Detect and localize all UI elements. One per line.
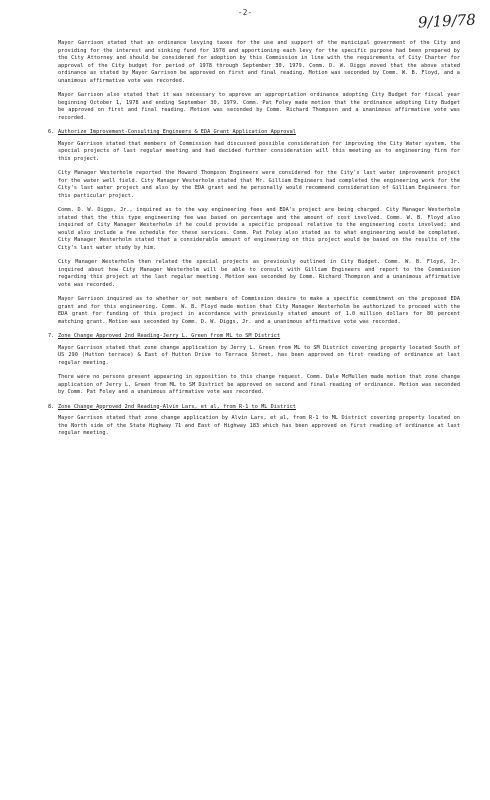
agenda-item-7 bbox=[48, 333, 460, 341]
body-paragraph: Mayor Garrison stated that zone change application by Jerry L. Green from ML to SM District covering property located South of US 290 (Hutton terrace) & East of Hutton Drive to Terrace Street, has been approved on first reading of ordinance at last regular meeting. bbox=[58, 344, 460, 366]
body-paragraph: Comm. D. W. Diggs, Jr., inquired as to the way engineering fees and EDA's project are being charged. City Manager Westerholm stated that the this type engineering fee was based on percentage and the amount of cost involved. Comm. W. B. Floyd also inquired of City Manager Westerholm if he could provide a specific proposal relative to the engineering costs involved; and would also include a fee schedule for these services. Comm. Pat Foley also stated as to what engineering would be completed. City Manager Westerholm stated that a considerable amount of engineering on this project would be based on the results of the City's last water study by him. bbox=[58, 207, 460, 251]
agenda-item-8 bbox=[48, 403, 460, 412]
agenda-item-6 bbox=[48, 129, 460, 137]
item-heading: Zone Change Approved 2nd Reading-Jerry L. Green from ML to SM District bbox=[58, 333, 281, 339]
item-heading: Zone Change Approved 2nd Reading-Alvin Lars, et al, from R-1 to ML District bbox=[58, 403, 296, 410]
body-paragraph: City Manager Westerholm then related the special projects as previously outlined in City Budget. Comm. W. B. Floyd, Jr. inquired about how City Manager Westerholm will be able to consult with Gilliam Engineers and report to the Commission regarding this project at the last regular meeting. Motion was seconded by Comm. Richard Thompson and a unanimous affirmative vote was recorded. bbox=[58, 259, 460, 288]
handwritten-date-stamp: 9/19/78 bbox=[417, 10, 477, 32]
page-number: -2- bbox=[237, 8, 253, 17]
item-heading: Authorize Improvement-Consulting Engineers & EDA Grant Application Approval bbox=[58, 129, 296, 135]
item-number: 7. bbox=[48, 333, 55, 339]
item-number: 6. bbox=[48, 129, 55, 135]
body-paragraph: Mayor Garrison inquired as to whether or not members of Commission desire to make a specific commitment on the proposed EDA grant and for this engineering. Comm. W. B. Floyd made motion that City Manager Westerholm be authorized to proceed with the EDA grant for funding of this project in accordance with previously stated amount of 1.0 million dollars for 80 percent matching grant. Motion was seconded by Comm. D. W. Diggs, Jr. and a unanimous affirmative vote was recorded. bbox=[58, 296, 460, 325]
item-number: 8. bbox=[48, 403, 55, 410]
body-paragraph: Mayor Garrison stated that an ordinance levying taxes for the use and support of the municipal government of the City and providing for the interest and sinking fund for 1978 and apportioning each levy for the specific purpose had been prepared by the City Attorney and should be considered for adoption by this Commission in line with the requirements of City Charter for approval of the City budget for period of 1978 through September 30, 1979. Comm. D. W. Diggs moved that the above stated ordinance as stated by Mayor Garrison be approved on first and final reading. Motion was seconded by Comm. W. B. Floyd, and a unanimous affirmative vote was recorded. bbox=[58, 40, 460, 84]
body-paragraph: There were no persons present appearing in opposition to this change request. Comm. Dale McMullen made motion that zone change application of Jerry L. Green from ML to SM District be approved on second and final reading of ordinance. Motion was seconded by Comm. Pat Foley and a unanimous affirmative vote was recorded. bbox=[58, 374, 460, 395]
body-paragraph: City Manager Westerholm reported the Howard Thompson Engineers were considered for the City's last water improvement project for the water well field. City Manager Westerholm stated that Mr. Gilliam Engineers had completed the engineering work for the City's last water project and also by the EDA grant and he personally would recommend consideration of Gilliam Engineers for this particular project. bbox=[58, 170, 460, 199]
body-paragraph: Mayor Garrison stated that members of Commission had discussed possible consideration for improving the City Water system, the special projects of last regular meeting and had decided further consideration will this meeting as to engineering firm for this project. bbox=[58, 140, 460, 162]
minutes-body bbox=[48, 40, 460, 445]
body-paragraph: Mayor Garrison stated that zone change application by Alvin Lars, et al, from R-1 to ML District covering property located on the North side of the State Highway 71 and East of Highway 183 which has been approved on first reading of ordinance at last regular meeting. bbox=[58, 415, 460, 436]
body-paragraph: Mayor Garrison also stated that it was necessary to approve an appropriation ordinance adopting City Budget for fiscal year beginning October 1, 1978 and ending September 30, 1979. Comm. Pat Foley made motion that the ordinance adopting City Budget be approved on first and final reading. Motion was seconded by Comm. Richard Thompson and a unanimous affirmative vote was recorded. bbox=[58, 92, 460, 121]
